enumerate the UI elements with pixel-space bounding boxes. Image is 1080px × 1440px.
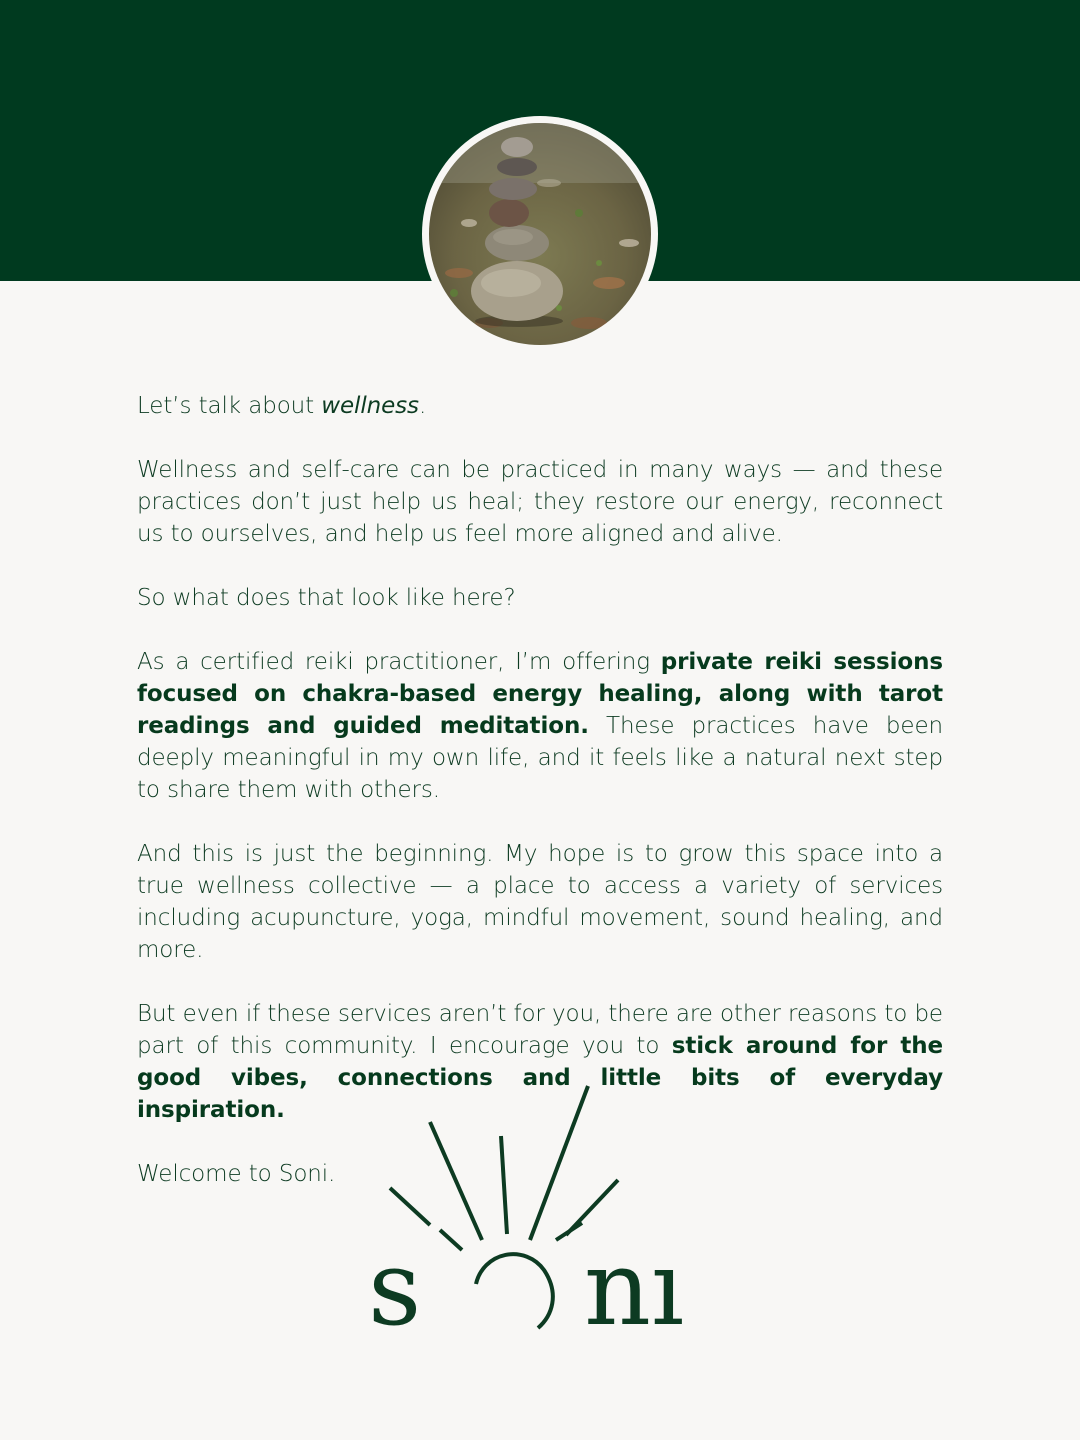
paragraph-wellness: Wellness and self-care can be practiced in many ways — and these practices don’t just help us heal; they restore our energy, reconnect us to ourselves, and help us feel more aligned and alive. <box>137 457 943 547</box>
offering-rest: These practices have been deeply meaningful in my own life, and it feels like a natural next step to share them with others. <box>137 713 943 803</box>
logo-letter-s: s <box>368 1227 422 1340</box>
offering-lead: As a certified reiki practitioner, I’m offering <box>137 649 661 675</box>
intro-lead: Let’s talk about <box>137 393 322 419</box>
intro-line <box>137 390 943 422</box>
offering-highlight: private reiki sessions focused on chakra-based energy healing, along with tarot readings and guided meditation. <box>137 649 943 739</box>
intro-emphasis: wellness <box>321 393 419 419</box>
avatar <box>429 123 651 345</box>
paragraph-collective: And this is just the beginning. My hope is to grow this space into a true wellness collective — a place to access a variety of services including acupuncture, yoga, mindful movement, sound healing, and more. <box>137 841 943 963</box>
paragraph-offering <box>137 646 943 806</box>
soni-logo <box>360 1080 720 1340</box>
paragraph-question: So what does that look like here? <box>137 585 516 611</box>
closing-line: Welcome to Soni. <box>137 1161 336 1187</box>
logo-letters-ni: nı <box>584 1227 685 1340</box>
intro-end: . <box>418 393 427 419</box>
logo-sun-arc <box>476 1254 553 1328</box>
sun-rays-icon <box>390 1086 618 1250</box>
community-highlight: stick around for the good vibes, connections and little bits of everyday inspiration. <box>137 1033 944 1123</box>
community-lead: But even if these services aren’t for you, there are other reasons to be part of this community. I encourage you to <box>137 1001 943 1059</box>
stacked-stones-photo <box>429 123 651 345</box>
